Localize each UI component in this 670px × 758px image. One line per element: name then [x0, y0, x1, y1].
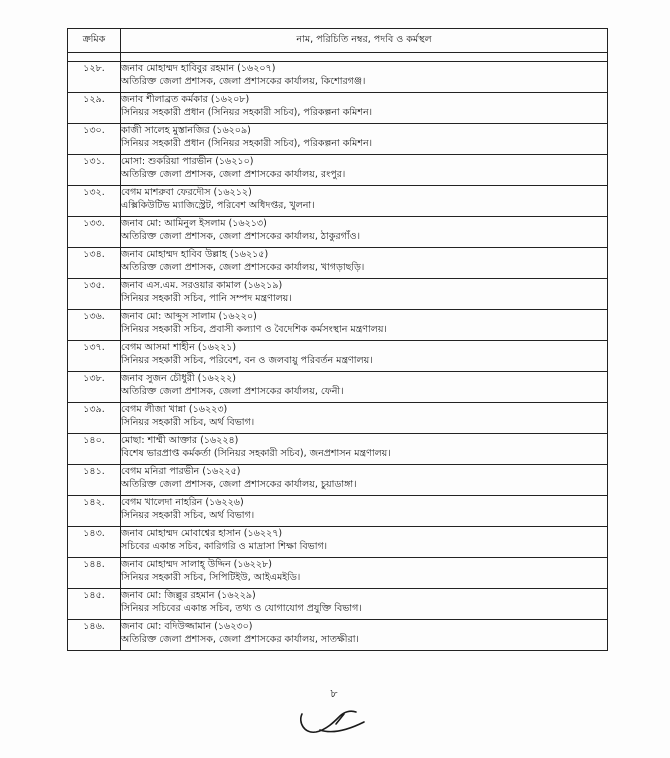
officer-details-cell	[121, 62, 608, 93]
serial-number-cell: ১৩৮.	[68, 372, 121, 403]
officer-posting: সিনিয়র সহকারী প্রধান (সিনিয়র সহকারী সচিব), পরিকল্পনা কমিশন।	[121, 138, 373, 149]
officer-details-cell	[121, 372, 608, 403]
table-row	[68, 372, 608, 403]
officer-details-cell	[121, 248, 608, 279]
table-row	[68, 248, 608, 279]
officer-details-cell	[121, 124, 608, 155]
serial-number-cell: ১৪৩.	[68, 527, 121, 558]
officer-name: বেগম আসমা শাহীন (১৬২২১)	[121, 342, 237, 353]
officer-name: কাজী সালেহ মুস্তানজির (১৬২০৯)	[121, 125, 251, 136]
officer-posting: অতিরিক্ত জেলা প্রশাসক, জেলা প্রশাসকের কার্যালয়, চুয়াডাঙ্গা।	[121, 479, 357, 490]
serial-number-cell: ১৩৭.	[68, 341, 121, 372]
serial-number-cell: ১৪০.	[68, 434, 121, 465]
officer-posting: সিনিয়র সহকারী প্রধান (সিনিয়র সহকারী সচিব), পরিকল্পনা কমিশন।	[121, 107, 373, 118]
page-number: ৮	[330, 687, 338, 700]
serial-number-cell: ১৩৩.	[68, 217, 121, 248]
table-row	[68, 279, 608, 310]
serial-number-cell: ১৪৫.	[68, 589, 121, 620]
table-row	[68, 620, 608, 651]
details-column-header: নাম, পরিচিতি নম্বর, পদবি ও কর্মস্থল	[121, 29, 608, 53]
officer-posting: সিনিয়র সহকারী সচিব, সিপিটিইউ, আইএমইডি।	[121, 572, 301, 583]
officer-posting: সিনিয়র সহকারী সচিব, প্রবাসী কল্যাণ ও বৈদেশিক কর্মসংস্থান মন্ত্রণালয়।	[121, 324, 387, 335]
officer-posting: সিনিয়র সহকারী সচিব, পরিবেশ, বন ও জলবায়ু পরিবর্তন মন্ত্রণালয়।	[121, 355, 373, 366]
officer-posting: অতিরিক্ত জেলা প্রশাসক, জেলা প্রশাসকের কার্যালয়, ফেনী।	[121, 386, 344, 397]
officer-name: বেগম খালেদা নাহরিন (১৬২২৬)	[121, 497, 244, 508]
serial-column-header: ক্রমিক	[68, 29, 121, 53]
serial-number-cell: ১৩১.	[68, 155, 121, 186]
officer-details-cell	[121, 93, 608, 124]
officer-details-cell	[121, 279, 608, 310]
officer-details-cell	[121, 341, 608, 372]
officer-details-cell	[121, 620, 608, 651]
table-row	[68, 93, 608, 124]
officer-name: বেগম লীজা খান্না (১৬২২৩)	[121, 404, 228, 415]
officer-details-cell	[121, 186, 608, 217]
officer-details-cell	[121, 403, 608, 434]
table-row	[68, 124, 608, 155]
officer-details-cell	[121, 589, 608, 620]
table-row	[68, 62, 608, 93]
officer-name: জনাব মোহাম্মদ হাবিব উল্লাহ (১৬২১৫)	[121, 249, 269, 260]
table-row	[68, 558, 608, 589]
officer-name: জনাব মো: আব্দুস সালাম (১৬২২০)	[121, 311, 257, 322]
officer-details-cell	[121, 496, 608, 527]
serial-number-cell: ১৩৪.	[68, 248, 121, 279]
officer-name: জনাব এস.এম. সরওয়ার কামাল (১৬২১৯)	[121, 280, 283, 291]
serial-number-cell: ১৩৫.	[68, 279, 121, 310]
serial-number-cell: ১৪১.	[68, 465, 121, 496]
officer-name: বেগম মাশরুবা ফেরদৌস (১৬২১২)	[121, 187, 252, 198]
roster-body	[68, 53, 608, 651]
officer-posting: সিনিয়র সহকারী সচিব, পানি সম্পদ মন্ত্রণালয়।	[121, 293, 292, 304]
officer-posting: অতিরিক্ত জেলা প্রশাসক, জেলা প্রশাসকের কার্যালয়, কিশোরগঞ্জ।	[121, 76, 366, 87]
officer-posting: অতিরিক্ত জেলা প্রশাসক, জেলা প্রশাসকের কার্যালয়, রংপুর।	[121, 169, 346, 180]
officer-name: জনাব মোহাম্মদ হাবিবুর রহমান (১৬২০৭)	[121, 63, 276, 74]
serial-number-cell: ১৩২.	[68, 186, 121, 217]
officer-name: মোসা: শুকরিয়া পারভীন (১৬২১০)	[121, 156, 254, 167]
serial-number-cell: ১২৯.	[68, 93, 121, 124]
spacer-cell	[121, 53, 608, 62]
table-row	[68, 589, 608, 620]
spacer-cell	[68, 53, 121, 62]
serial-number-cell: ১৪২.	[68, 496, 121, 527]
serial-number-cell: ১৩০.	[68, 124, 121, 155]
table-row	[68, 186, 608, 217]
officer-details-cell	[121, 217, 608, 248]
officer-name: জনাব মোহাম্মদ মোবাশ্বের হাসান (১৬২২৭)	[121, 528, 283, 539]
officer-name: বেগম মনিরা পারভীন (১৬২২৫)	[121, 466, 241, 477]
officer-details-cell	[121, 155, 608, 186]
officer-details-cell	[121, 310, 608, 341]
officer-name: জনাব মো: আমিনুল ইসলাম (১৬২১৩)	[121, 218, 267, 229]
table-row	[68, 465, 608, 496]
officer-posting: সিনিয়র সহকারী সচিব, অর্থ বিভাগ।	[121, 417, 255, 428]
officer-posting: অতিরিক্ত জেলা প্রশাসক, জেলা প্রশাসকের কার্যালয়, সাতক্ষীরা।	[121, 634, 359, 645]
officer-name: জনাব সুজন চৌধুরী (১৬২২২)	[121, 373, 236, 384]
serial-number-cell: ১২৮.	[68, 62, 121, 93]
officer-name: জনাব মোহাম্মদ সালাহ্ উদ্দিন (১৬২২৮)	[121, 559, 272, 570]
officer-posting: অতিরিক্ত জেলা প্রশাসক, জেলা প্রশাসকের কার্যালয়, খাগড়াছড়ি।	[121, 262, 365, 273]
serial-number-cell: ১৩৯.	[68, 403, 121, 434]
handwritten-signature	[290, 700, 370, 740]
serial-number-cell: ১৩৬.	[68, 310, 121, 341]
spacer-row	[68, 53, 608, 62]
serial-number-cell: ১৪৬.	[68, 620, 121, 651]
table-row	[68, 434, 608, 465]
table-row	[68, 217, 608, 248]
officer-posting: সিনিয়র সহকারী সচিব, অর্থ বিভাগ।	[121, 510, 255, 521]
officer-posting: এক্সিকিউটিভ ম্যাজিস্ট্রেট, পরিবেশ অধিদপ্তর, খুলনা।	[121, 200, 315, 211]
officer-posting: সচিবের একান্ত সচিব, কারিগরি ও মাদ্রাসা শিক্ষা বিভাগ।	[121, 541, 328, 552]
officer-details-cell	[121, 465, 608, 496]
header-row	[68, 29, 608, 53]
table-row	[68, 341, 608, 372]
table-row	[68, 155, 608, 186]
officer-details-cell	[121, 527, 608, 558]
officer-details-cell	[121, 558, 608, 589]
officer-name: মোছা: শাম্মী আক্তার (১৬২২৪)	[121, 435, 239, 446]
officer-name: জনাব মো: জিল্লুর রহমান (১৬২২৯)	[121, 590, 256, 601]
officer-roster-table	[67, 28, 608, 651]
serial-number-cell: ১৪৪.	[68, 558, 121, 589]
officer-name: জনাব শীলাব্রত কর্মকার (১৬২০৮)	[121, 94, 250, 105]
officer-name: জনাব মো: বদিউজ্জামান (১৬২৩০)	[121, 621, 253, 632]
table-row	[68, 527, 608, 558]
table-row	[68, 496, 608, 527]
officer-details-cell	[121, 434, 608, 465]
officer-posting: অতিরিক্ত জেলা প্রশাসক, জেলা প্রশাসকের কার্যালয়, ঠাকুরগাঁও।	[121, 231, 360, 242]
table-row	[68, 310, 608, 341]
officer-posting: সিনিয়র সচিবের একান্ত সচিব, তথ্য ও যোগাযোগ প্রযুক্তি বিভাগ।	[121, 603, 362, 614]
table-row	[68, 403, 608, 434]
officer-posting: বিশেষ ভারপ্রাপ্ত কর্মকর্তা (সিনিয়র সহকারী সচিব), জনপ্রশাসন মন্ত্রণালয়।	[121, 448, 391, 459]
